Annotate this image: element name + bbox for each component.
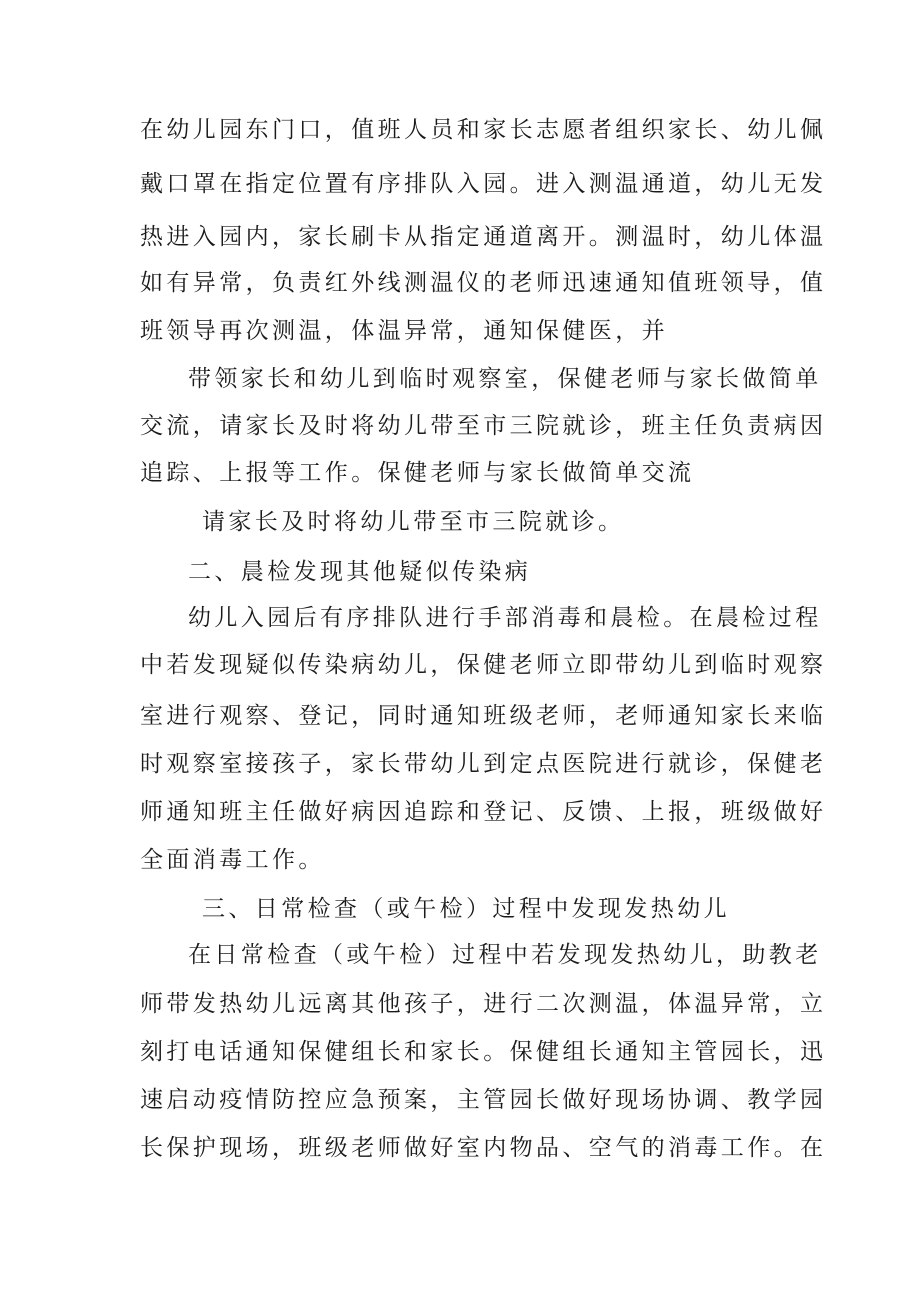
text-line: 刻打电话通知保健组长和家长。保健组长通知主管园长，迅: [140, 1039, 827, 1065]
text-line: 师带发热幼儿远离其他孩子，进行二次测温，体温异常，立: [140, 991, 827, 1017]
text-line: 长保护现场，班级老师做好室内物品、空气的消毒工作。在: [140, 1135, 827, 1161]
text-line: 师通知班主任做好病因追踪和登记、反馈、上报，班级做好: [140, 799, 827, 825]
text-line: 如有异常，负责红外线测温仪的老师迅速通知值班领导，值: [140, 270, 827, 296]
text-line: 全面消毒工作。: [140, 847, 325, 873]
text-line: 带领家长和幼儿到临时观察室，保健老师与家长做简单: [188, 366, 822, 392]
text-line: 在幼儿园东门口，值班人员和家长志愿者组织家长、幼儿佩: [140, 117, 827, 143]
text-line: 热进入园内，家长刷卡从指定通道离开。测温时，幼儿体温: [140, 224, 827, 250]
text-line: 交流，请家长及时将幼儿带至市三院就诊，班主任负责病因: [140, 413, 827, 439]
text-line: 戴口罩在指定位置有序排队入园。进入测温通道，幼儿无发: [140, 171, 827, 197]
text-line: 幼儿入园后有序排队进行手部消毒和晨检。在晨检过程: [188, 605, 822, 631]
text-line: 在日常检查（或午检）过程中若发现发热幼儿，助教老: [188, 942, 822, 968]
text-line: 班领导再次测温，体温异常，通知保健医，并: [140, 318, 668, 344]
text-line: 室进行观察、登记，同时通知班级老师，老师通知家长来临: [140, 703, 827, 729]
section-heading: 三、日常检查（或午检）过程中发现发热幼儿: [202, 896, 730, 922]
text-line: 时观察室接孩子，家长带幼儿到定点医院进行就诊，保健老: [140, 751, 827, 777]
text-line: 速启动疫情防控应急预案，主管园长做好现场协调、教学园: [140, 1087, 827, 1113]
section-heading: 二、晨检发现其他疑似传染病: [188, 559, 532, 585]
text-line: 请家长及时将幼儿带至市三院就诊。: [202, 509, 625, 535]
text-line: 追踪、上报等工作。保健老师与家长做简单交流: [140, 460, 695, 486]
text-line: 中若发现疑似传染病幼儿，保健老师立即带幼儿到临时观察: [140, 652, 827, 678]
